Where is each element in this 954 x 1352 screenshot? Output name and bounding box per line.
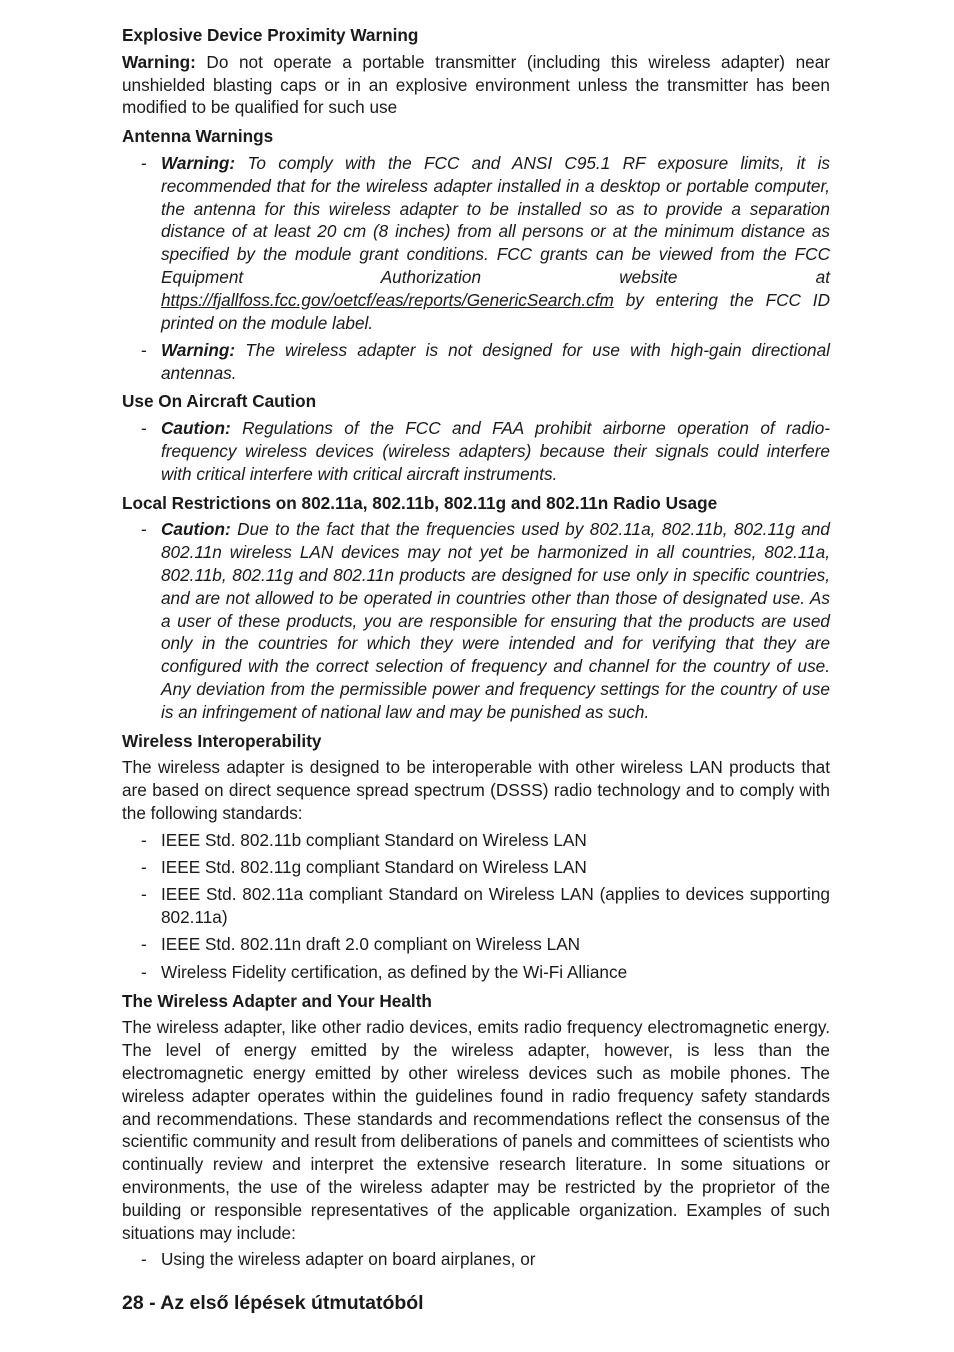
item-text: IEEE Std. 802.11g compliant Standard on Wireless LAN xyxy=(161,857,587,878)
list-item xyxy=(122,829,830,852)
section-heading: Explosive Device Proximity Warning xyxy=(122,25,419,45)
section-paragraph xyxy=(122,51,830,119)
section-antenna xyxy=(122,125,830,384)
standards-list xyxy=(122,829,830,984)
list-item xyxy=(122,961,830,984)
dash-bullet: - xyxy=(141,857,147,878)
dash-bullet: - xyxy=(141,961,147,982)
paragraph-text: Do not operate a portable transmitter (including this wireless adapter) near unshielded blasting caps or in an explosive environment unless the transmitter has been modified to be qualified for such use xyxy=(122,51,830,118)
section-heading: Use On Aircraft Caution xyxy=(122,391,317,412)
section-explosive xyxy=(122,24,830,119)
item-text: The wireless adapter is not designed for use with high-gain directional antennas. xyxy=(161,339,830,383)
caution-list xyxy=(122,518,830,723)
caution-label: Caution: xyxy=(161,519,231,540)
list-item xyxy=(122,518,830,723)
list-item xyxy=(122,883,830,929)
item-text: IEEE Std. 802.11n draft 2.0 compliant on Wireless LAN xyxy=(161,934,581,955)
section-local-restrictions xyxy=(122,492,830,724)
dash-bullet: - xyxy=(141,884,147,905)
warning-label: Warning: xyxy=(161,339,236,360)
section-paragraph: The wireless adapter is designed to be interoperable with other wireless LAN products that are based on direct sequence spread spectrum (DSSS) radio technology and to comply with the following standards: xyxy=(122,757,830,823)
dash-bullet: - xyxy=(141,339,147,360)
dash-bullet: - xyxy=(141,519,147,540)
list-item xyxy=(122,933,830,956)
list-item xyxy=(122,417,830,485)
dash-bullet: - xyxy=(141,418,147,439)
item-text: Regulations of the FCC and FAA prohibit airborne operation of radio-frequency wireless devices (wireless adapters) because their signals could interfere with critical interfere with critical aircraft instruments. xyxy=(161,418,830,484)
section-heading: Local Restrictions on 802.11a, 802.11b, 802.11g and 802.11n Radio Usage xyxy=(122,492,718,513)
dash-bullet: - xyxy=(141,1249,147,1270)
item-text: To comply with the FCC and ANSI C95.1 RF exposure limits, it is recommended that for the wireless adapter installed in a desktop or portable computer, the antenna for this wireless adapter to be installed so as to provide a separation distance of at least 20 cm (8 inches) from all persons or at the minimum distance as specified by the module grant conditions. FCC grants can be viewed from the FCC Equipment Authorization website at xyxy=(161,152,830,287)
list-item xyxy=(122,1248,830,1271)
item-text: by entering the FCC ID printed on the module label. xyxy=(161,289,830,333)
caution-label: Caution: xyxy=(161,418,231,439)
dash-bullet: - xyxy=(141,934,147,955)
list-item xyxy=(122,339,830,385)
warning-label: Warning: xyxy=(122,51,196,72)
page-footer: 28 - Az első lépések útmutatóból xyxy=(122,1292,424,1314)
fcc-search-link[interactable]: https://fjallfoss.fcc.gov/oetcf/eas/reports/GenericSearch.cfm xyxy=(161,289,614,310)
section-interoperability xyxy=(122,730,830,984)
warning-list xyxy=(122,152,830,384)
dash-bullet: - xyxy=(141,829,147,850)
caution-list xyxy=(122,417,830,485)
section-heading: Wireless Interoperability xyxy=(122,730,322,751)
item-text: Using the wireless adapter on board airplanes, or xyxy=(161,1249,536,1270)
section-heading: Antenna Warnings xyxy=(122,126,274,147)
section-health xyxy=(122,990,830,1272)
item-text: IEEE Std. 802.11a compliant Standard on Wireless LAN (applies to devices supporting 802.11a) xyxy=(161,884,830,928)
list-item xyxy=(122,152,830,334)
section-paragraph: The wireless adapter, like other radio devices, emits radio frequency electromagnetic energy. The level of energy emitted by the wireless adapter, however, is less than the electromagnetic energy emitted by other wireless devices such as mobile phones. The wireless adapter operates within the guidelines found in radio frequency safety standards and recommendations. These standards and recommendations reflect the consensus of the scientific community and result from deliberations of panels and committees of scientists who continually review and interpret the extensive research literature. In some situations or environments, the use of the wireless adapter may be restricted by the proprietor of the building or responsible representatives of the applicable organization. Examples of such situations may include: xyxy=(122,1017,830,1243)
section-aircraft xyxy=(122,390,830,485)
section-heading: The Wireless Adapter and Your Health xyxy=(122,990,432,1011)
item-text: IEEE Std. 802.11b compliant Standard on Wireless LAN xyxy=(161,829,587,850)
warning-label: Warning: xyxy=(161,152,236,173)
item-text: Due to the fact that the frequencies used by 802.11a, 802.11b, 802.11g and 802.11n wireless LAN devices may not yet be harmonized in all countries, 802.11a, 802.11b, 802.11g and 802.11n products are designed for use only in specific countries, and are not allowed to be operated in countries other than those of designated use. As a user of these products, you are responsible for ensuring that the products are used only in the countries for which they were intended and for verifying that they are configured with the correct selection of frequency and channel for the country of use. Any deviation from the permissible power and frequency settings for the country of use is an infringement of national law and may be punished as such. xyxy=(161,519,830,722)
page-content xyxy=(122,24,830,1276)
situations-list xyxy=(122,1248,830,1271)
dash-bullet: - xyxy=(141,152,147,173)
item-text: Wireless Fidelity certification, as defined by the Wi-Fi Alliance xyxy=(161,961,628,982)
list-item xyxy=(122,856,830,879)
